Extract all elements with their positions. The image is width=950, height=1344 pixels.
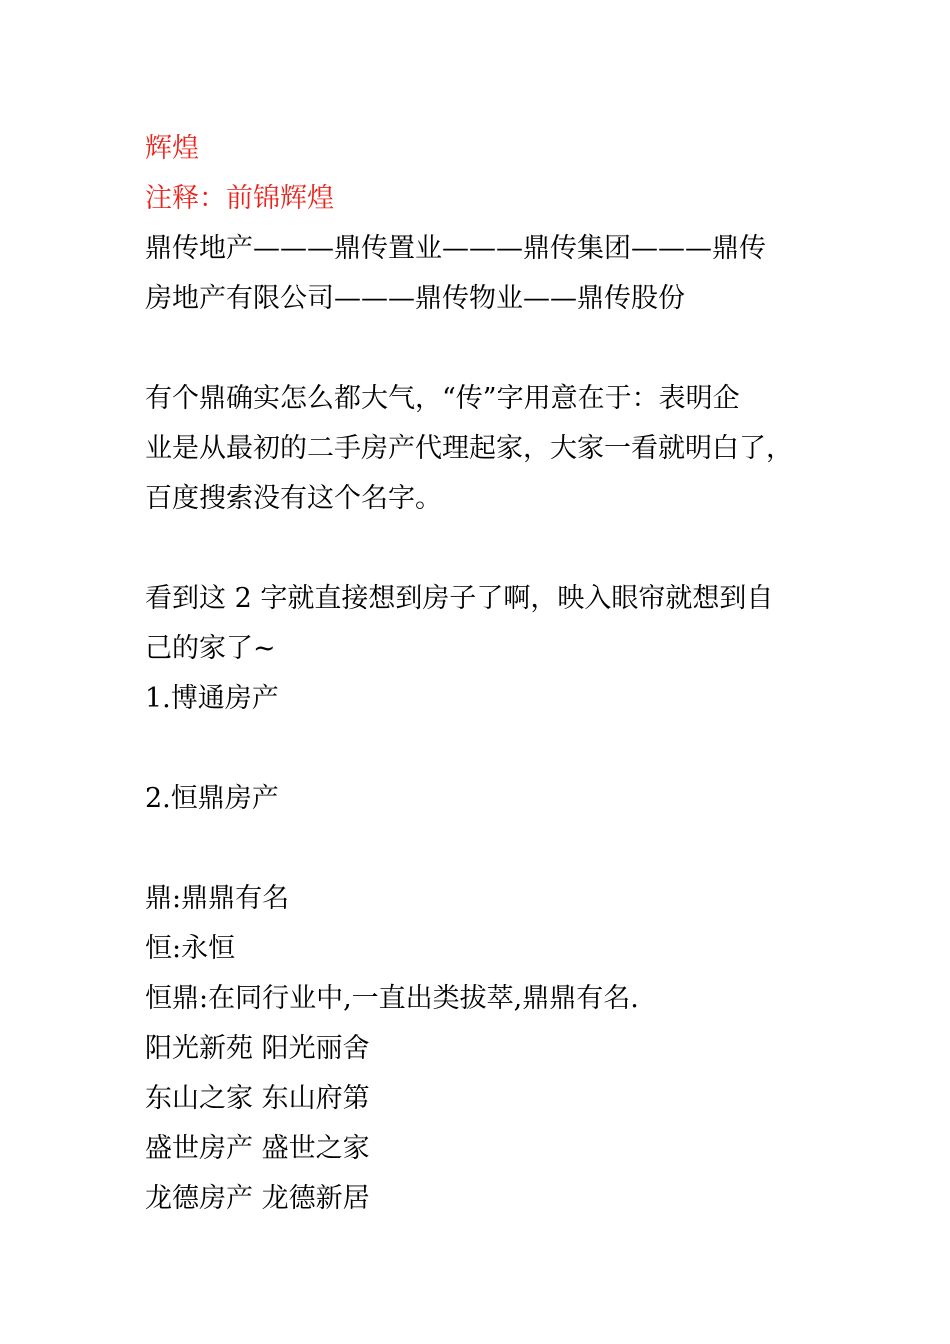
name-pair-2: 东山之家 东山府第 <box>145 1083 370 1114</box>
definition-hengding: 恒鼎:在同行业中,一直出类拔萃,鼎鼎有名. <box>145 983 639 1014</box>
text-line-6: 看到这 2 字就直接想到房子了啊，映入眼帘就想到自 <box>145 583 774 614</box>
text-line-4: 业是从最初的二手房产代理起家，大家一看就明白了， <box>145 433 793 464</box>
list-item-2: 2.恒鼎房产 <box>145 783 279 814</box>
paragraph-gap <box>145 724 825 774</box>
heading-huihuang: 辉煌 <box>145 133 199 164</box>
document-body <box>145 124 825 1224</box>
text-line-7: 己的家了~ <box>145 633 276 664</box>
paragraph-gap <box>145 324 825 374</box>
name-pair-4: 龙德房产 龙德新居 <box>145 1183 370 1214</box>
name-pair-1: 阳光新苑 阳光丽舍 <box>145 1033 370 1064</box>
annotation-line: 注释：前锦辉煌 <box>145 183 334 214</box>
list-item-1: 1.博通房产 <box>145 683 279 714</box>
text-line-1: 鼎传地产———鼎传置业———鼎传集团———鼎传 <box>145 233 766 264</box>
text-line-2: 房地产有限公司———鼎传物业——鼎传股份 <box>145 283 685 314</box>
paragraph-gap <box>145 824 825 874</box>
definition-heng: 恒:永恒 <box>145 933 236 964</box>
definition-ding: 鼎:鼎鼎有名 <box>145 883 290 914</box>
name-pair-3: 盛世房产 盛世之家 <box>145 1133 370 1164</box>
paragraph-gap <box>145 524 825 574</box>
text-line-5: 百度搜索没有这个名字。 <box>145 483 442 514</box>
text-line-3: 有个鼎确实怎么都大气，“传”字用意在于：表明企 <box>145 383 740 414</box>
